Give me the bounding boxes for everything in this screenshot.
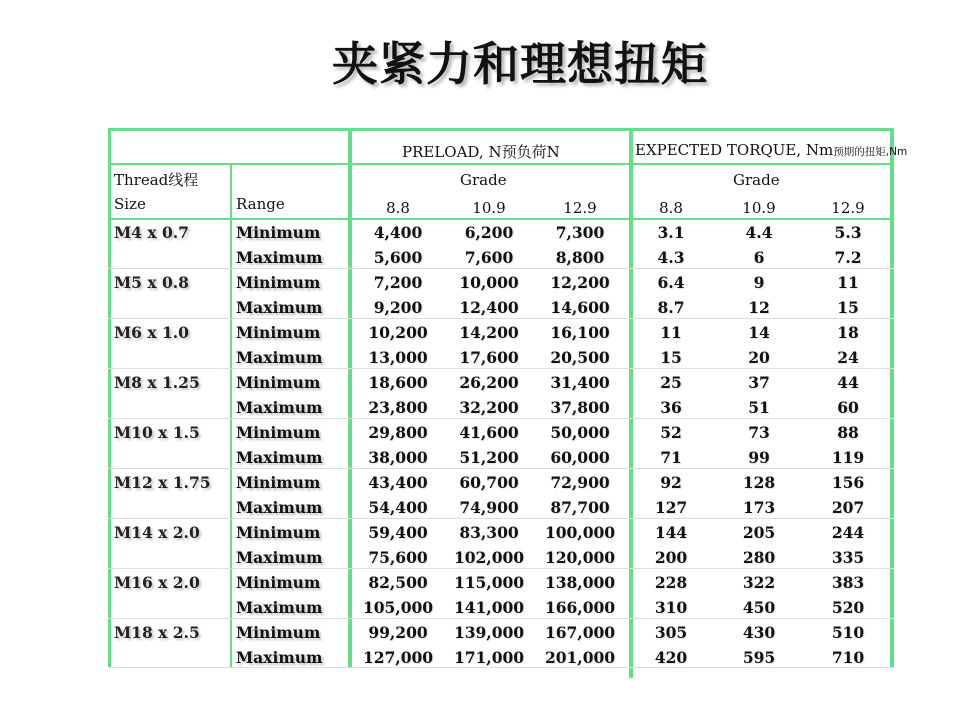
page-title: 夹紧力和理想扭矩 — [332, 37, 708, 91]
grid-row-divider — [108, 368, 894, 369]
preload-header-main: PRELOAD, N — [402, 143, 502, 161]
grid-top-border — [108, 128, 894, 131]
torque-value: 305 — [654, 623, 688, 642]
preload-value: 102,000 — [453, 548, 525, 567]
preload-header-cn: 预负荷N — [501, 143, 560, 161]
preload-value: 38,000 — [368, 448, 428, 467]
thread-size: M8 x 1.25 — [114, 373, 200, 392]
torque-value: 99 — [748, 448, 770, 467]
torque-value: 14 — [748, 323, 770, 342]
preload-value: 16,100 — [550, 323, 610, 342]
preload-value: 72,900 — [550, 473, 610, 492]
range-minimum: Minimum — [236, 373, 321, 392]
preload-value: 171,000 — [453, 648, 525, 667]
preload-value: 12,400 — [459, 298, 519, 317]
grid-row-divider — [108, 318, 894, 319]
grid-row-divider — [108, 418, 894, 419]
preload-grade-label: Grade — [460, 171, 507, 189]
torque-value: 51 — [748, 398, 770, 417]
preload-value: 10,000 — [459, 273, 519, 292]
grid-preload-divider — [348, 128, 352, 668]
torque-value: 6.4 — [657, 273, 685, 292]
torque-value: 310 — [654, 598, 688, 617]
preload-value: 59,400 — [368, 523, 428, 542]
range-minimum: Minimum — [236, 273, 321, 292]
torque-value: 144 — [654, 523, 688, 542]
range-minimum: Minimum — [236, 573, 321, 592]
preload-value: 50,000 — [550, 423, 610, 442]
preload-value: 51,200 — [459, 448, 519, 467]
torque-value: 430 — [742, 623, 776, 642]
torque-value: 128 — [742, 473, 776, 492]
grade-column-header: 10.9 — [472, 199, 506, 217]
torque-header-main: EXPECTED TORQUE, Nm — [635, 141, 834, 159]
grid-row-divider — [108, 468, 894, 469]
preload-value: 7,600 — [464, 248, 514, 267]
torque-value: 228 — [654, 573, 688, 592]
torque-value: 24 — [837, 348, 859, 367]
torque-value: 173 — [742, 498, 776, 517]
range-minimum: Minimum — [236, 223, 321, 242]
preload-value: 17,600 — [459, 348, 519, 367]
range-maximum: Maximum — [236, 298, 323, 317]
thread-size: M10 x 1.5 — [114, 423, 200, 442]
torque-value: 18 — [837, 323, 859, 342]
torque-value: 119 — [831, 448, 865, 467]
range-label: Range — [236, 195, 285, 213]
preload-value: 87,700 — [550, 498, 610, 517]
thread-size: M12 x 1.75 — [114, 473, 211, 492]
preload-value: 23,800 — [368, 398, 428, 417]
torque-value: 595 — [742, 648, 776, 667]
torque-value: 280 — [742, 548, 776, 567]
preload-value: 31,400 — [550, 373, 610, 392]
grid-left-border — [108, 128, 111, 668]
preload-value: 99,200 — [368, 623, 428, 642]
preload-value: 141,000 — [453, 598, 525, 617]
preload-value: 138,000 — [544, 573, 616, 592]
torque-value: 44 — [837, 373, 859, 392]
range-maximum: Maximum — [236, 348, 323, 367]
torque-value: 36 — [660, 398, 682, 417]
torque-value: 205 — [742, 523, 776, 542]
torque-value: 127 — [654, 498, 688, 517]
torque-value: 20 — [748, 348, 770, 367]
preload-value: 20,500 — [550, 348, 610, 367]
range-minimum: Minimum — [236, 473, 321, 492]
preload-header — [402, 142, 560, 162]
preload-value: 18,600 — [368, 373, 428, 392]
torque-value: 200 — [654, 548, 688, 567]
preload-value: 75,600 — [368, 548, 428, 567]
range-minimum: Minimum — [236, 423, 321, 442]
preload-value: 105,000 — [362, 598, 434, 617]
torque-value: 420 — [654, 648, 688, 667]
torque-header-cn: 预期的扭矩,Nm — [833, 146, 908, 158]
range-minimum: Minimum — [236, 523, 321, 542]
preload-value: 43,400 — [368, 473, 428, 492]
range-maximum: Maximum — [236, 248, 323, 267]
grid-row-divider — [108, 568, 894, 569]
torque-value: 92 — [660, 473, 682, 492]
torque-value: 450 — [742, 598, 776, 617]
thread-size: M18 x 2.5 — [114, 623, 200, 642]
grid-header-line — [108, 163, 894, 165]
preload-value: 100,000 — [544, 523, 616, 542]
preload-value: 83,300 — [459, 523, 519, 542]
thread-size: M5 x 0.8 — [114, 273, 189, 292]
range-maximum: Maximum — [236, 548, 323, 567]
range-maximum: Maximum — [236, 648, 323, 667]
grade-column-header: 12.9 — [563, 199, 597, 217]
torque-value: 60 — [837, 398, 859, 417]
torque-value: 71 — [660, 448, 682, 467]
preload-value: 60,000 — [550, 448, 610, 467]
torque-value: 9 — [753, 273, 765, 292]
torque-value: 322 — [742, 573, 776, 592]
preload-value: 120,000 — [544, 548, 616, 567]
torque-value: 383 — [831, 573, 865, 592]
preload-value: 26,200 — [459, 373, 519, 392]
preload-value: 29,800 — [368, 423, 428, 442]
preload-value: 13,000 — [368, 348, 428, 367]
torque-value: 4.3 — [657, 248, 685, 267]
torque-value: 11 — [837, 273, 859, 292]
preload-value: 14,200 — [459, 323, 519, 342]
preload-value: 139,000 — [453, 623, 525, 642]
grid-subheader-line — [108, 218, 894, 220]
preload-value: 14,600 — [550, 298, 610, 317]
thread-size: M4 x 0.7 — [114, 223, 189, 242]
torque-value: 8.7 — [657, 298, 685, 317]
torque-value: 11 — [660, 323, 682, 342]
torque-value: 15 — [837, 298, 859, 317]
preload-value: 6,200 — [464, 223, 514, 242]
preload-value: 60,700 — [459, 473, 519, 492]
torque-value: 710 — [831, 648, 865, 667]
preload-value: 4,400 — [373, 223, 423, 242]
thread-size: M14 x 2.0 — [114, 523, 200, 542]
preload-value: 12,200 — [550, 273, 610, 292]
grade-column-header: 12.9 — [831, 199, 865, 217]
preload-value: 201,000 — [544, 648, 616, 667]
range-maximum: Maximum — [236, 498, 323, 517]
torque-value: 207 — [831, 498, 865, 517]
torque-value: 37 — [748, 373, 770, 392]
torque-value: 244 — [831, 523, 865, 542]
size-label: Size — [114, 195, 146, 213]
preload-value: 54,400 — [368, 498, 428, 517]
preload-value: 32,200 — [459, 398, 519, 417]
preload-value: 127,000 — [362, 648, 434, 667]
range-minimum: Minimum — [236, 323, 321, 342]
preload-value: 8,800 — [555, 248, 605, 267]
torque-table — [108, 128, 908, 668]
grid-row-divider — [108, 618, 894, 619]
preload-value: 37,800 — [550, 398, 610, 417]
preload-value: 115,000 — [453, 573, 525, 592]
preload-value: 7,300 — [555, 223, 605, 242]
thread-size: M6 x 1.0 — [114, 323, 189, 342]
torque-value: 25 — [660, 373, 682, 392]
torque-value: 156 — [831, 473, 865, 492]
range-maximum: Maximum — [236, 448, 323, 467]
torque-grade-label: Grade — [733, 171, 780, 189]
grid-right-border — [890, 128, 894, 668]
grade-column-header: 10.9 — [742, 199, 776, 217]
grid-row-divider — [108, 518, 894, 519]
torque-value: 5.3 — [834, 223, 862, 242]
torque-value: 3.1 — [657, 223, 685, 242]
preload-value: 10,200 — [368, 323, 428, 342]
preload-value: 74,900 — [459, 498, 519, 517]
preload-value: 166,000 — [544, 598, 616, 617]
torque-value: 510 — [831, 623, 865, 642]
grid-row-divider — [108, 268, 894, 269]
preload-value: 9,200 — [373, 298, 423, 317]
torque-value: 6 — [753, 248, 765, 267]
torque-value: 52 — [660, 423, 682, 442]
thread-label: Thread线程 — [114, 171, 199, 189]
preload-value: 167,000 — [544, 623, 616, 642]
grid-range-divider — [230, 164, 232, 668]
range-minimum: Minimum — [236, 623, 321, 642]
preload-value: 41,600 — [459, 423, 519, 442]
range-maximum: Maximum — [236, 598, 323, 617]
preload-value: 7,200 — [373, 273, 423, 292]
thread-size: M16 x 2.0 — [114, 573, 200, 592]
torque-value: 12 — [748, 298, 770, 317]
torque-value: 88 — [837, 423, 859, 442]
preload-value: 82,500 — [368, 573, 428, 592]
torque-value: 520 — [831, 598, 865, 617]
range-maximum: Maximum — [236, 398, 323, 417]
torque-value: 15 — [660, 348, 682, 367]
torque-value: 335 — [831, 548, 865, 567]
torque-value: 4.4 — [745, 223, 773, 242]
torque-value: 73 — [748, 423, 770, 442]
grade-column-header: 8.8 — [386, 199, 410, 217]
torque-header — [635, 140, 907, 162]
torque-value: 7.2 — [834, 248, 862, 267]
grade-column-header: 8.8 — [659, 199, 683, 217]
preload-value: 5,600 — [373, 248, 423, 267]
